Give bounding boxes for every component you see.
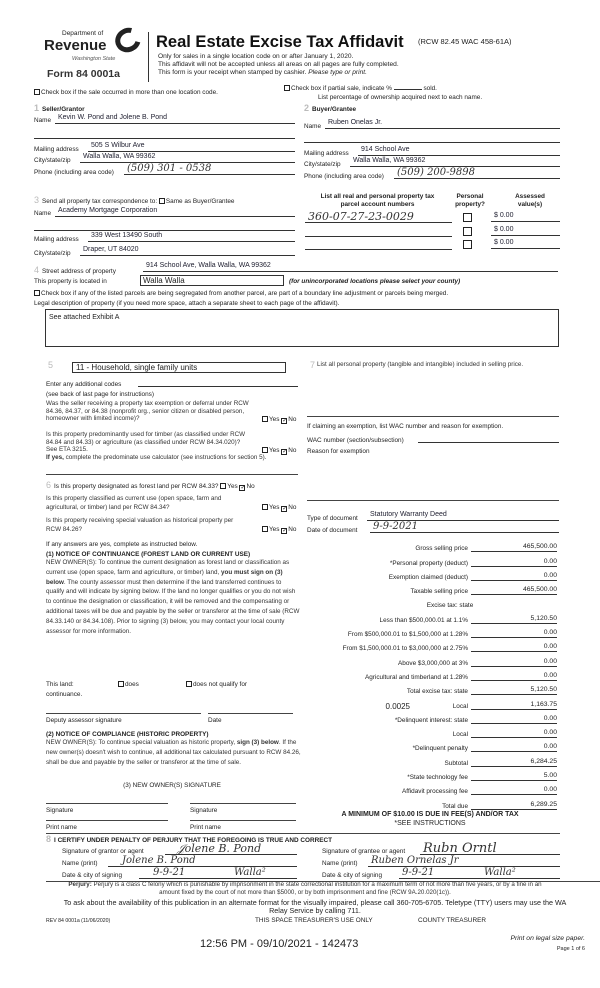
accessibility-note: To ask about the availability of this publication in an alternate format for the visually impaired, please call 360-705-6705. Teletype (TTY) users may use the WA Relay Service by calling 711.: [63, 898, 567, 915]
personal-property-checkbox[interactable]: [463, 227, 472, 236]
corr-city-field[interactable]: [80, 246, 295, 256]
corr-mail-label: Mailing address: [34, 236, 79, 243]
grantor-city-value: Walla²: [234, 867, 266, 878]
amount-label: From $500,000.01 to $1,500,000 at 1.28%: [347, 631, 468, 639]
perjury-note: [60, 881, 550, 897]
street-value: 914 School Ave, Walla Walla, WA 99362: [146, 262, 271, 269]
located-label: This property is located in: [34, 278, 107, 285]
grantee-name-label: Name (print): [322, 860, 358, 867]
personal-header-line: Personal: [456, 193, 484, 200]
buyer-phone-field[interactable]: [394, 167, 560, 179]
logo-state: Washington State: [72, 56, 116, 62]
land-use-code-select[interactable]: 11 - Household, single family units: [72, 362, 286, 373]
legal-description-field[interactable]: See attached Exhibit A: [45, 309, 559, 347]
amount-row: [300, 554, 560, 568]
amount-value[interactable]: 5,120.50: [471, 614, 557, 624]
parcel-number-value: 360-07-27-23-0029: [308, 210, 414, 223]
header-note: [158, 69, 367, 77]
amount-value[interactable]: 465,500.00: [471, 585, 557, 595]
see-back-note: (see back of last page for instructions): [46, 391, 154, 398]
no-label: No: [288, 504, 297, 511]
buyer-city-label: City/state/zip: [304, 161, 341, 168]
grantor-name-label: Name (print): [62, 860, 98, 867]
grantee-signature-label: Signature of grantee or agent: [322, 848, 406, 855]
assessed-value: $ 0.00: [494, 225, 514, 233]
deputy-date-label: Date: [208, 717, 222, 724]
reason-label: Reason for exemption: [307, 448, 370, 455]
section-number: 1: [34, 103, 40, 113]
amount-row: [300, 597, 560, 611]
signature-line[interactable]: [46, 803, 168, 804]
amount-label: Local: [452, 702, 468, 710]
buyer-name-line2[interactable]: [304, 133, 560, 143]
additional-codes-label: Enter any additional codes: [46, 381, 122, 388]
forest-question-row: [46, 481, 255, 491]
personal-property-checkbox[interactable]: [463, 240, 472, 249]
assessed-value-field[interactable]: [491, 239, 560, 249]
assessed-header-line: value(s): [517, 201, 543, 208]
if-yes-bold: If yes,: [46, 454, 64, 461]
grantee-city-value: Walla²: [484, 867, 516, 878]
amount-label: Total due: [442, 802, 468, 810]
signature-line[interactable]: [190, 803, 296, 804]
tax-calculation: [300, 540, 560, 812]
parcel-number-field[interactable]: [305, 224, 452, 237]
parcel-rows: [305, 210, 560, 251]
amount-value[interactable]: 0.00: [471, 657, 557, 667]
partial-sale-row: [284, 85, 437, 93]
seller-mail-value: 505 S Wilbur Ave: [91, 142, 145, 149]
seller-phone-label: Phone (including area code): [34, 169, 114, 176]
no-label: No: [288, 526, 297, 533]
header-note-italic: Please type or print.: [308, 69, 367, 76]
amount-label: Less than $500,000.01 at 1.1%: [379, 616, 468, 624]
corr-name-value: Academy Mortgage Corporation: [58, 207, 158, 214]
yes-checkbox[interactable]: [262, 416, 268, 422]
notice-compliance-text: [46, 738, 301, 767]
corr-name-label: Name: [34, 210, 52, 217]
notice-bold: sign (3) below: [236, 739, 279, 746]
assessed-value-field[interactable]: [491, 226, 560, 236]
deputy-date-line[interactable]: [208, 713, 293, 714]
rcw-reference: (RCW 82.45 WAC 458-61A): [418, 37, 512, 46]
buyer-heading-text: Buyer/Grantee: [312, 106, 357, 113]
assessed-header: [505, 193, 555, 209]
q1-yes-no: [262, 416, 296, 424]
new-owner-signature-title: (3) NEW OWNER(S) SIGNATURE: [123, 782, 221, 789]
amount-value[interactable]: 6,284.25: [471, 757, 557, 767]
parcel-header: [310, 193, 445, 209]
section-number: 5: [48, 360, 54, 370]
amount-label: Gross selling price: [415, 545, 468, 553]
logo-dept: Department of: [62, 30, 104, 37]
amount-row: [300, 697, 560, 711]
does-checkbox[interactable]: [118, 681, 124, 687]
no-checkbox-checked[interactable]: ✓: [282, 449, 288, 455]
treasurer-space-label: THIS SPACE TREASURER'S USE ONLY: [255, 917, 373, 924]
buyer-city-value: Walla Walla, WA 99362: [353, 157, 426, 164]
seller-phone-field[interactable]: [124, 163, 295, 175]
yes-label: Yes: [227, 483, 238, 490]
notice-text: NEW OWNER(S): To continue special valuation as historic property,: [46, 739, 236, 746]
doc-type-field[interactable]: [367, 511, 559, 521]
divider: [46, 474, 298, 475]
buyer-heading: [304, 104, 356, 114]
amount-value[interactable]: 0.00: [471, 557, 557, 567]
page-number: Page 1 of 6: [556, 946, 585, 952]
amount-value[interactable]: 6,289.25: [471, 800, 557, 810]
seller-phone-value: (509) 301 - 0538: [127, 163, 212, 174]
section-number: 4: [34, 265, 40, 275]
grantee-signature-scribble: Rubn Orntl: [423, 841, 497, 856]
no-checkbox-checked[interactable]: ✓: [282, 418, 288, 424]
exemption-label: If claiming an exemption, list WAC number and reason for exemption.: [307, 423, 504, 430]
buyer-phone-label: Phone (including area code): [304, 173, 384, 180]
section-number: 7: [310, 360, 316, 370]
buyer-name-value: Ruben Onelas Jr.: [328, 119, 383, 126]
assessed-value-field[interactable]: [491, 212, 560, 222]
if-yes-note: [46, 454, 291, 462]
amount-row: [300, 740, 560, 754]
amount-label: *Delinquent penalty: [412, 745, 468, 753]
yes-label: Yes: [269, 447, 280, 454]
grantor-date-value: 9-9-21: [153, 867, 186, 878]
notice-continuance-title: (1) NOTICE OF CONTINUANCE (FOREST LAND OR CURRENT USE): [46, 551, 251, 558]
doc-type-label: Type of document: [307, 515, 358, 522]
doc-date-value: 9-9-2021: [373, 521, 418, 532]
parcel-header-line: parcel account numbers: [340, 201, 415, 208]
ownership-note: List percentage of ownership acquired next to each name.: [318, 94, 483, 101]
multi-location-checkbox[interactable]: [34, 89, 40, 95]
section-number: 2: [304, 103, 310, 113]
deputy-signature-line[interactable]: [46, 713, 201, 714]
yes-label: Yes: [269, 526, 280, 533]
parcel-row: [305, 224, 560, 238]
seller-city-value: Walla Walla, WA 99362: [83, 153, 156, 160]
deputy-signature-label: Deputy assessor signature: [46, 717, 122, 724]
seller-name-label: Name: [34, 117, 52, 124]
grantor-signature-label: Signature of grantor or agent: [62, 848, 144, 855]
amount-label: Local: [452, 731, 468, 739]
amount-label: Agricultural and timberland at 1.28%: [364, 673, 468, 681]
no-checkbox-checked[interactable]: ✓: [282, 506, 288, 512]
header-note: This affidavit will not be accepted unless all areas on all pages are fully completed.: [158, 61, 399, 68]
amount-row: [300, 669, 560, 683]
seller-mail-field[interactable]: [88, 142, 295, 152]
amount-row: [300, 540, 560, 554]
seller-name-value: Kevin W. Pond and Jolene B. Pond: [58, 114, 167, 121]
amount-row: [300, 726, 560, 740]
minimum-due-note: A MINIMUM OF $10.00 IS DUE IN FEE(S) AND/OR TAX: [341, 811, 519, 818]
yes-checkbox[interactable]: [220, 483, 226, 489]
notice-text: . The county assessor must then determine if the land transferred continues to qualify and will indicate by signing below. If the land no longer qualifies or you do not wish to continue the designation or classification, it will be removed and the compensating or additional taxes will be due and payable by the seller or transferor at the time of sale (RCW 84.33.140 or 84.34.108). Prior to signing (3) below, you may contact your local county assessor for more information.: [46, 578, 300, 635]
historical-question: Is this property receiving special valuation as historical property per RCW 84.26?: [46, 517, 234, 533]
personal-property-label: List all personal property (tangible and intangible) included in selling price.: [317, 361, 524, 368]
corr-city-label: City/state/zip: [34, 250, 71, 257]
amount-value[interactable]: 0.00: [471, 785, 557, 795]
seller-name-line2[interactable]: [34, 129, 295, 139]
seller-city-field[interactable]: [80, 153, 295, 163]
receipt-stamp: 12:56 PM - 09/10/2021 - 142473: [200, 938, 359, 950]
additional-codes-field[interactable]: [138, 377, 298, 387]
assessed-header-line: Assessed: [515, 193, 545, 200]
header-note: Only for sales in a single location code on or after January 1, 2020.: [158, 53, 354, 60]
perjury-bold: Perjury:: [68, 881, 92, 888]
print-name-label: Print name: [190, 824, 221, 831]
amount-value[interactable]: 0.00: [471, 728, 557, 738]
does-option: [118, 681, 139, 689]
print-name-label: Print name: [46, 824, 77, 831]
amount-value[interactable]: 0.00: [471, 742, 557, 752]
perjury-text: Perjury is a class C felony which is punishable by imprisonment in the state correctional institution for a maximum term of not more than five years, or by a fine in an amount fixed by the court of not more than $5000, or by both imprisonment and fine (RCW 9A.20.020(1c)).: [93, 881, 542, 896]
parcel-header-line: List all real and personal property tax: [320, 193, 435, 200]
notice-bold: you must sign on (3) below: [46, 568, 283, 586]
corr-mail-value: 339 West 13490 South: [91, 232, 163, 239]
amount-label: From $1,500,000.01 to $3,000,000 at 2.75%: [342, 645, 468, 653]
grantee-date-value: 9-9-21: [402, 867, 435, 878]
form-revision: REV 84 0001a (11/06/2020): [46, 918, 111, 924]
yes-label: Yes: [269, 416, 280, 423]
amount-value[interactable]: 1,163.75: [471, 700, 557, 710]
notice-text: . If the new owner(s) doesn't wish to continue, all additional tax calculated pursuant to RCW 84.26, shall be due and payable by the seller or transferor at the time of sale.: [46, 739, 301, 766]
grantor-signature-scribble: 𝒥olene B. Pond: [177, 842, 262, 855]
form-number: Form 84 0001a: [47, 68, 120, 80]
exemption-question: Was the seller receiving a property tax exemption or deferral under RCW 84.36, 84.37, or 84.38 (nonprofit org., senior citizen or disabled person, homeowner with limited income)?: [46, 400, 249, 423]
seller-name-field[interactable]: [55, 114, 295, 124]
assessed-value: $ 0.00: [494, 239, 514, 246]
parcel-row: [305, 237, 560, 251]
grantee-date-label: Date & city of signing: [322, 872, 383, 879]
buyer-mail-field[interactable]: [358, 146, 560, 156]
segregated-checkbox[interactable]: [34, 290, 40, 296]
no-label: No: [288, 416, 297, 423]
amount-label: Taxable selling price: [410, 588, 468, 596]
corr-name-line2[interactable]: [34, 221, 295, 231]
located-note: (for unincorporated locations please select your county): [289, 278, 461, 285]
amount-value[interactable]: 0.00: [471, 714, 557, 724]
same-as-buyer-checkbox[interactable]: [159, 198, 165, 204]
amount-value[interactable]: 0.00: [471, 571, 557, 581]
seller-mail-label: Mailing address: [34, 146, 79, 153]
this-land-label: This land:: [46, 681, 74, 688]
corr-mail-field[interactable]: [88, 232, 295, 242]
yes-label: Yes: [269, 504, 280, 511]
segregated-label: Check box if any of the listed parcels are being segregated from another parcel, are part of a boundary line adjustment or parcels being merged.: [41, 290, 449, 297]
timber-question: Is this property predominantly used for timber (as classified under RCW 84.84 and 84.33) or agriculture (as classified under RCW 84.34.020)? See ETA 3215.: [46, 431, 246, 454]
same-as-buyer-label: Same as Buyer/Grantee: [165, 198, 235, 205]
forest-question: Is this property designated as forest land per RCW 84.33?: [54, 483, 219, 490]
print-name-line[interactable]: [46, 820, 168, 821]
logo-mark-icon: [111, 23, 146, 57]
buyer-city-field[interactable]: [350, 157, 560, 167]
grantee-name-value: Ruben Ornelas Jr: [371, 855, 459, 866]
continuance-label: continuance.: [46, 691, 83, 698]
legal-paper-note: Print on legal size paper.: [510, 935, 585, 942]
partial-percent-field[interactable]: [394, 89, 422, 90]
buyer-name-field[interactable]: [325, 119, 560, 129]
doc-date-field[interactable]: [370, 521, 559, 533]
yes-checkbox[interactable]: [262, 447, 268, 453]
logo-revenue: Revenue: [44, 37, 107, 54]
parcel-row: [305, 210, 560, 224]
amount-label: *Delinquent interest: state: [394, 716, 468, 724]
buyer-mail-label: Mailing address: [304, 150, 349, 157]
parcel-number-field[interactable]: [305, 210, 452, 223]
grantor-date-label: Date & city of signing: [62, 872, 123, 879]
notice-text: NEW OWNER(S): To continue the current designation as forest land or classification as current use (open space, farm and agriculture, or timber) land,: [46, 559, 290, 576]
doc-type-value: Statutory Warranty Deed: [370, 511, 447, 518]
correspondence-heading: [34, 196, 234, 206]
section-number: 8: [46, 834, 52, 844]
certify-text: I CERTIFY UNDER PENALTY OF PERJURY THAT THE FOREGOING IS TRUE AND CORRECT: [54, 837, 333, 844]
buyer-name-label: Name: [304, 123, 322, 130]
no-checkbox-checked[interactable]: ✓: [240, 485, 246, 491]
q-historic-yes-no: [262, 526, 296, 534]
amount-row: [300, 569, 560, 583]
personal-property-line[interactable]: [307, 416, 559, 417]
segregated-row: [34, 290, 448, 298]
header-note-text: This form is your receipt when stamped by cashier.: [158, 69, 307, 76]
amount-row: [300, 683, 560, 697]
amount-row: [300, 797, 560, 811]
wac-field[interactable]: [418, 433, 559, 443]
amount-label: Total excise tax: state: [406, 688, 468, 696]
see-instructions-note: *SEE INSTRUCTIONS: [394, 820, 466, 827]
amount-label: *Personal property (deduct): [389, 559, 468, 567]
sold-label: sold.: [423, 85, 437, 92]
amount-label: *State technology fee: [407, 774, 468, 782]
signature-label: Signature: [190, 807, 218, 814]
location-select[interactable]: Walla Walla: [140, 275, 284, 286]
street-label: Street address of property: [42, 268, 116, 275]
does-label: does: [125, 681, 139, 688]
parcel-number-field[interactable]: [305, 237, 452, 250]
seller-city-label: City/state/zip: [34, 157, 71, 164]
page-title: Real Estate Excise Tax Affidavit: [156, 33, 404, 51]
grantee-date-field[interactable]: [399, 866, 560, 879]
signature-label: Signature: [46, 807, 74, 814]
divider: [46, 833, 560, 834]
amount-row: [300, 712, 560, 726]
print-name-line[interactable]: [190, 820, 296, 821]
buyer-phone-value: (509) 200-9898: [397, 167, 475, 178]
corr-city-value: Draper, UT 84020: [83, 246, 139, 253]
personal-header: [450, 193, 490, 209]
does-not-option: [186, 681, 247, 689]
doc-date-label: Date of document: [307, 527, 358, 534]
amount-row: [300, 769, 560, 783]
section-number: 6: [46, 480, 52, 490]
buyer-mail-value: 914 School Ave: [361, 146, 410, 153]
yes-checkbox[interactable]: [262, 504, 268, 510]
multi-location-row: [34, 89, 218, 97]
notice-continuance-text: [46, 558, 301, 636]
amount-row: [300, 783, 560, 797]
amount-value[interactable]: 5.00: [471, 771, 557, 781]
amount-label: Exemption claimed (deduct): [388, 573, 468, 581]
amount-row: [300, 654, 560, 668]
amount-label: Affidavit processing fee: [402, 788, 468, 796]
current-use-question: Is this property classified as current use (open space, farm and agricultural, or timber) land per RCW 84.34?: [46, 495, 222, 511]
amount-row: [300, 611, 560, 625]
local-rate: 0.0025: [385, 701, 410, 711]
amount-value[interactable]: 5,120.50: [471, 685, 557, 695]
amount-value[interactable]: 0.00: [471, 642, 557, 652]
yes-checkbox[interactable]: [262, 526, 268, 532]
excise-tax-header: Excise tax: state: [426, 602, 474, 610]
does-not-label: does not qualify for: [193, 681, 247, 688]
notice-compliance-title: (2) NOTICE OF COMPLIANCE (HISTORIC PROPERTY): [46, 731, 209, 738]
q-current-yes-no: [262, 504, 296, 512]
amount-label: Above $3,000,000 at 3%: [398, 659, 468, 667]
county-treasurer-label: COUNTY TREASURER: [418, 917, 486, 924]
amount-row: [300, 626, 560, 640]
reason-line[interactable]: [307, 500, 559, 501]
no-label: No: [288, 447, 297, 454]
if-yes-text: complete the predominate use calculator (see instructions for section 5).: [65, 454, 267, 461]
wac-label: WAC number (section/subsection): [307, 437, 404, 444]
correspondence-label: Send all property tax correspondence to:: [42, 198, 158, 205]
multi-location-label: Check box if the sale occurred in more than one location code.: [41, 89, 218, 96]
section-number: 3: [34, 195, 40, 205]
no-label: No: [246, 483, 255, 490]
no-checkbox-checked[interactable]: ✓: [282, 528, 288, 534]
personal-header-line: property?: [455, 201, 485, 208]
partial-sale-checkbox[interactable]: [284, 85, 290, 91]
amount-value[interactable]: 0.00: [471, 628, 557, 638]
grantor-name-value: Jolene B. Pond: [122, 855, 196, 866]
amount-row: [300, 583, 560, 597]
amount-value[interactable]: 465,500.00: [471, 542, 557, 552]
amount-row: [300, 640, 560, 654]
partial-sale-label: Check box if partial sale, indicate %: [291, 85, 392, 92]
street-label-row: [34, 266, 116, 276]
if-any-note: If any answers are yes, complete as instructed below.: [46, 541, 198, 548]
grantor-date-field[interactable]: [139, 866, 297, 879]
assessed-value: $ 0.00: [494, 212, 514, 219]
amount-row: [300, 754, 560, 768]
street-field[interactable]: [143, 262, 558, 272]
seller-heading-text: Seller/Grantor: [42, 106, 85, 113]
amount-label: Subtotal: [444, 759, 468, 767]
legal-label: Legal description of property (if you need more space, attach a separate sheet to each page of the affidavit).: [34, 300, 340, 307]
header-divider: [148, 32, 149, 82]
personal-property-checkbox[interactable]: [463, 213, 472, 222]
does-not-checkbox[interactable]: [186, 681, 192, 687]
corr-name-field[interactable]: [55, 207, 295, 217]
amount-value[interactable]: 0.00: [471, 671, 557, 681]
